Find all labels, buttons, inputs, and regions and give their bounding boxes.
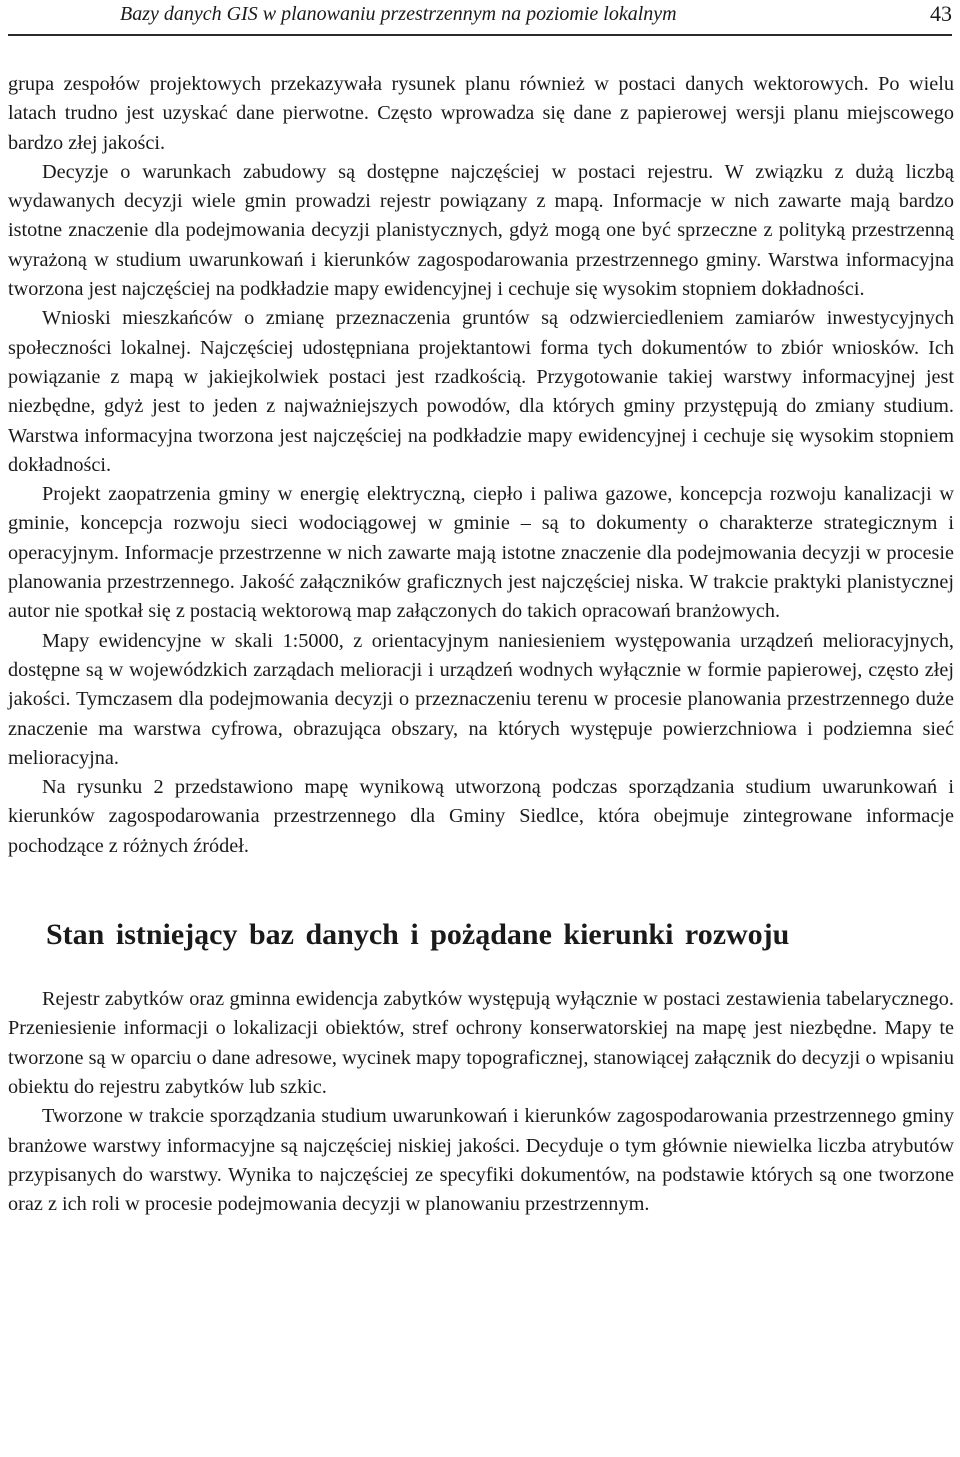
body-paragraph: Mapy ewidencyjne w skali 1:5000, z orientacyjnym naniesieniem występowania urządzeń melioracyjnych, dostępne są w wojewódzkich zarządach melioracji i urządzeń wodnych wyłącznie w formie papierowej, często złej jakości. Tymczasem dla podejmowania decyzji o przeznaczeniu terenu w procesie planowania przestrzennego duże znaczenie ma warstwa cyfrowa, obrazująca obszary, na których występuje powierzchniowa i podziemna sieć melioracyjna. <box>8 629 954 769</box>
section-paragraph: Rejestr zabytków oraz gminna ewidencja zabytków występują wyłącznie w postaci zestawienia tabelarycznego. Przeniesienie informacji o lokalizacji obiektów, stref ochrony konserwatorskiej na mapę jest niezbędne. Mapy te tworzone są w oparciu o dane adresowe, wycinek mapy topograficznej, stanowiącej załącznik do decyzji o wpisaniu obiektu do rejestru zabytków lub szkic. <box>8 988 954 1098</box>
body-paragraph: Projekt zaopatrzenia gminy w energię elektryczną, ciepło i paliwa gazowe, koncepcja rozwoju kanalizacji w gminie, koncepcja rozwoju sieci wodociągowej w gminie – są to dokumenty o charakterze strategicznym i operacyjnym. Informacje przestrzenne w nich zawarte mają istotne znaczenie dla podejmowania decyzji w procesie planowania przestrzennego. Jakość załączników graficznych jest najczęściej niska. W trakcie praktyki planistycznej autor nie spotkał się z postacią wektorową map załączonych do takich opracowań branżowych. <box>8 483 954 623</box>
running-header-title: Bazy danych GIS w planowaniu przestrzennym na poziomie lokalnym <box>120 3 677 25</box>
section-heading: Stan istniejący baz danych i pożądane kierunki rozwoju <box>46 918 790 952</box>
body-paragraph: Na rysunku 2 przedstawiono mapę wynikową utworzoną podczas sporządzania studium uwarunkowań i kierunków zagospodarowania przestrzennego dla Gminy Siedlce, która obejmuje zintegrowane informacje pochodzące z różnych źródeł. <box>8 776 954 857</box>
section-paragraph: Tworzone w trakcie sporządzania studium uwarunkowań i kierunków zagospodarowania przestrzennego gminy branżowe warstwy informacyjne są najczęściej niskiej jakości. Decyduje o tym głównie niewielka liczba atrybutów przypisanych do warstwy. Wynika to najczęściej ze specyfiki dokumentów, na podstawie których są one tworzone oraz z ich roli w procesie podejmowania decyzji w planowaniu przestrzennym. <box>8 1105 954 1216</box>
page-number: 43 <box>930 1 952 26</box>
running-header <box>8 0 952 36</box>
body-paragraph: Wnioski mieszkańców o zmianę przeznaczenia gruntów są odzwierciedleniem zamiarów inwestycyjnych społeczności lokalnej. Najczęściej udostępniana projektantowi forma tych dokumentów to zbiór wniosków. Ich powiązanie z mapą w jakiejkolwiek postaci jest rzadkością. Przygotowanie takiej warstwy informacyjnej jest niezbędne, gdyż jest to jeden z najważniejszych powodów, dla których gminy przystępują do zmiany studium. Warstwa informacyjna tworzona jest najczęściej na podkładzie mapy ewidencyjnej i cechuje się wysokim stopniem dokładności. <box>8 307 954 476</box>
body-paragraph: grupa zespołów projektowych przekazywała rysunek planu również w postaci danych wektorowych. Po wielu latach trudno jest uzyskać dane pierwotne. Często wprowadza się dane z papierowej wersji planu miejscowego bardzo złej jakości. <box>8 73 954 154</box>
body-paragraph: Decyzje o warunkach zabudowy są dostępne najczęściej w postaci rejestru. W związku z dużą liczbą wydawanych decyzji wiele gmin prowadzi rejestr powiązany z mapą. Informacje w nich zawarte mają bardzo istotne znaczenie dla podejmowania decyzji planistycznych, gdyż mogą one być sprzeczne z polityką przestrzenną wyrażoną w studium uwarunkowań i kierunków zagospodarowania przestrzennego gminy. Warstwa informacyjna tworzona jest najczęściej na podkładzie mapy ewidencyjnej i cechuje się wysokim stopniem dokładności. <box>8 160 954 301</box>
article-body <box>8 70 954 1219</box>
